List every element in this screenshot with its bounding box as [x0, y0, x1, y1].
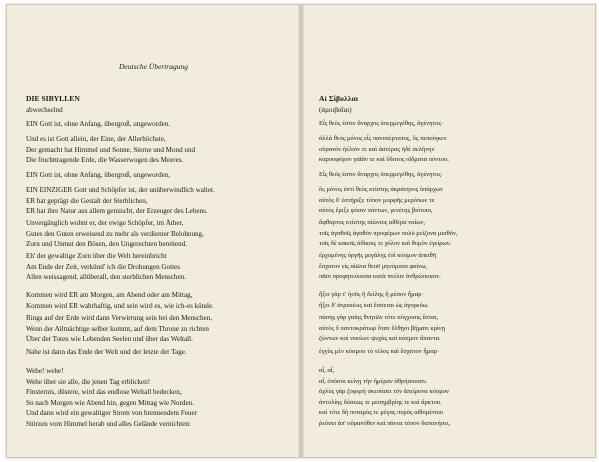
verse-line: Die fruchttragende Erde, die Wasserwogen des Meeres. — [26, 156, 184, 164]
stanza — [26, 251, 296, 283]
verse-line: ἀντολίης δύσεως τε μεσημβρίης τε καὶ ἄρκτου. — [319, 398, 442, 406]
stanza — [26, 185, 296, 217]
verse-line: Wehe! wehe! — [26, 367, 64, 375]
stanza — [26, 119, 296, 130]
left-page — [7, 5, 300, 457]
stanza — [26, 218, 296, 250]
verse-line: Εἷς θεὸς ἐστιν ἄναρχος ὑπερμεγέθης, ἀγένητος· — [319, 171, 444, 178]
verse-line: ὃς μόνος ἐστὶ θεὸς κτίστης ἀκράτητος ὑπάρχων — [319, 186, 443, 193]
verse-line: τοῖς ἀγαθοῖς ἀγαθὸν προφέρων πολὺ μείζονα μισθόν, — [319, 229, 458, 237]
stanza — [319, 313, 589, 345]
verse-line: ER hat geprägt die Gestalt der Sterblichen, — [26, 196, 148, 205]
verse-line: ἐγγὺς μὲν κόσμου τὸ τέλος καὶ ἔσχατον ἦμαρ· — [319, 348, 440, 355]
verse-line: So nach Morgen wie Abend hin, gegen Mittag wie Norden. — [26, 398, 194, 407]
stanza — [26, 170, 296, 181]
verse-line: ER hat ihre Natur aus allem gemischt, der Erzeuger des Lebens. — [26, 207, 208, 215]
stanza — [319, 366, 589, 429]
stanza — [319, 290, 589, 311]
verse-line: ἐρχομένης ὀργῆς μεγάλης ἐπὶ κόσμον ἀπειθῆ — [319, 252, 437, 259]
verse-line: αὐτὸς ὅ παντοκράτωρ ὅταν ἔλθῃσι βήματι κρίνῃ — [319, 324, 446, 332]
running-head: Deutsche Übertragung — [119, 62, 188, 71]
verse-line: τοῖς δὲ κακοῖς ἀδίκοις τε χόλον καὶ θυμὸν ἐγείρων. — [319, 240, 452, 247]
verse-line: Eh' der gewaltige Zorn über die Welt hereinbricht — [26, 252, 167, 260]
verse-line: Über der Toten wie Lebenden Seelen und über das Weltall. — [26, 335, 193, 343]
verse-line: Nahe ist dann das Ende der Welt und der letzte der Tage. — [26, 348, 187, 356]
verse-line: Am Ende der Zeit, verkünd' ich die Drohungen Gottes — [26, 262, 180, 271]
title-block — [319, 94, 589, 115]
verse-line: αἶ, ὁπόσοι κείνῃ τὴν ἡμέραν ἀθρήσουσιν. — [319, 377, 428, 385]
verse-line: Wehe über sie alle, die jenen Tag erblicken! — [26, 377, 151, 386]
verse-line: EIN Gott ist, ohne Anfang, übergroß, ungeworden. — [26, 120, 171, 128]
page-title: DIE SIBYLLEN — [26, 94, 80, 103]
stanza — [319, 119, 589, 130]
verse-line: καρποφόρον γαῖάν τε καὶ ὕδατος οἴδματα πόντου. — [319, 156, 449, 163]
verse-line: αὐτὸς δ' ἐστήριξε τύπον μορφῆς μερόπων τε — [319, 196, 435, 204]
right-page — [302, 5, 595, 457]
verse-line: οὐρανὸν ἠέλιόν τε καὶ ἀστέρας ἠδὲ σελήνην — [319, 145, 435, 153]
verse-line: EIN EINZIGER Gott und Schöpfer ist, der unüberwindlich waltet. — [26, 186, 215, 194]
title-block — [26, 94, 296, 115]
verse-line: ἄφθαρτος κτίστης αἰώνιος αἰθέρα ναίων, — [319, 219, 426, 226]
verse-line: πᾶσι προφητεύουσα κατὰ πτόλιν ἀνθρώποισιν. — [319, 273, 441, 280]
stanza — [26, 347, 296, 358]
stanza — [319, 134, 589, 166]
verse-line: ἔσχατον εἰς αἰῶνα θεοῦ μηνύματα φαίνω, — [319, 262, 428, 270]
page-title: Αἱ Σίβυλλαι — [319, 94, 359, 103]
stanza — [319, 251, 589, 283]
verse-line: αὐτὸς ἔμιξε φύσιν πάντων, γενέτης βιότοιο, — [319, 207, 433, 214]
verse-line: EIN Gott ist, ohne Anfang, übergroß, ungeworden, — [26, 171, 171, 179]
stanza — [26, 134, 296, 166]
stanza — [319, 218, 589, 250]
verse-line: Zorn und Unmut den Bösen, den Ungerechten bereitend. — [26, 240, 187, 248]
verse-line: καὶ τότε δὴ ποταμὸς τε μέγας πυρὸς αἰθομένοιο — [319, 409, 444, 416]
stanza — [26, 366, 296, 429]
verse-line: Finsternis, düstere, wird das endlose Weltall bedecken, — [26, 388, 182, 396]
verse-line: Und dann wird ein gewaltiger Strom von brennendem Feuer — [26, 409, 197, 417]
page-subtitle: abwechselnd — [26, 105, 63, 114]
verse-line: ἥξει γάρ τ' ἠοῦς ἢ δείλης ἢ μέσον ἦμαρ· — [319, 291, 424, 298]
verse-line: Εἷς θεὸς ἐστιν ἄναρχος ὑπερμεγέθης, ἀγένητος· — [319, 120, 444, 127]
verse-line: Unvergänglich wohnt er, der ewige Schöpfer, im Äther, — [26, 219, 184, 227]
stanza — [319, 185, 589, 217]
stanza — [26, 313, 296, 345]
stanza — [26, 290, 296, 311]
verse-line: Der gemacht hat Himmel und Sonne, Sterne und Mond und — [26, 145, 196, 154]
verse-line: Gutes den Guten erweisend zu mehr als verdienter Belohnung, — [26, 229, 204, 238]
verse-line: Stürzen vom Himmel herab und alles Gelände vernichten: — [26, 419, 191, 428]
book-spread — [6, 4, 596, 458]
verse-line: Wenn der Allmächtige selber kommt, auf dem Throne zu richten — [26, 324, 209, 333]
verse-line: Kommen wird ER am Morgen, am Abend oder am Mittag, — [26, 291, 193, 299]
verse-line: Kommen wird ER wahrhaftig, und sein wird es, wie ich-es künde. — [26, 301, 214, 310]
verse-line: ἀχλὺς γὰρ ζοφερὴ σκεπάσει τὸν ἀπείρονα κόσμον — [319, 388, 449, 395]
verse-line: ῥεύσει ἀπ' οὐρανόθεν καὶ πάντα τόπον δαπανήσει, — [319, 419, 451, 427]
verse-line: ἥξει δ' ἀτρεκέως καὶ ἔσσεται ὡς ἀγορεύω. — [319, 301, 429, 309]
verse-line: ζώντων καὶ νεκύων ψυχὰς καὶ κόσμον ἅπαντα. — [319, 335, 441, 342]
verse-line: Rings auf der Erde wird dann Verwirrung sein bei den Menschen, — [26, 314, 213, 322]
verse-line: ἀλλὰ θεὸς μόνος εἷς πανυπέρτατος, ὃς πεποίηκεν — [319, 135, 447, 142]
verse-line: Allen weissagend, allüberall, den sterblichen Menschen. — [26, 273, 186, 281]
verse-line: αἶ, αἶ, — [319, 367, 335, 374]
page-subtitle: (ἀμοιβαῖαι) — [319, 105, 352, 114]
verse-line: πάσης γὰρ γαίης θνητῶν τότε σύγχυσις ἔσται, — [319, 314, 439, 321]
stanza — [319, 347, 589, 358]
stanza — [319, 170, 589, 181]
verse-line: Und es ist Gott allein, der Eine, der Allerhöchste, — [26, 135, 166, 143]
